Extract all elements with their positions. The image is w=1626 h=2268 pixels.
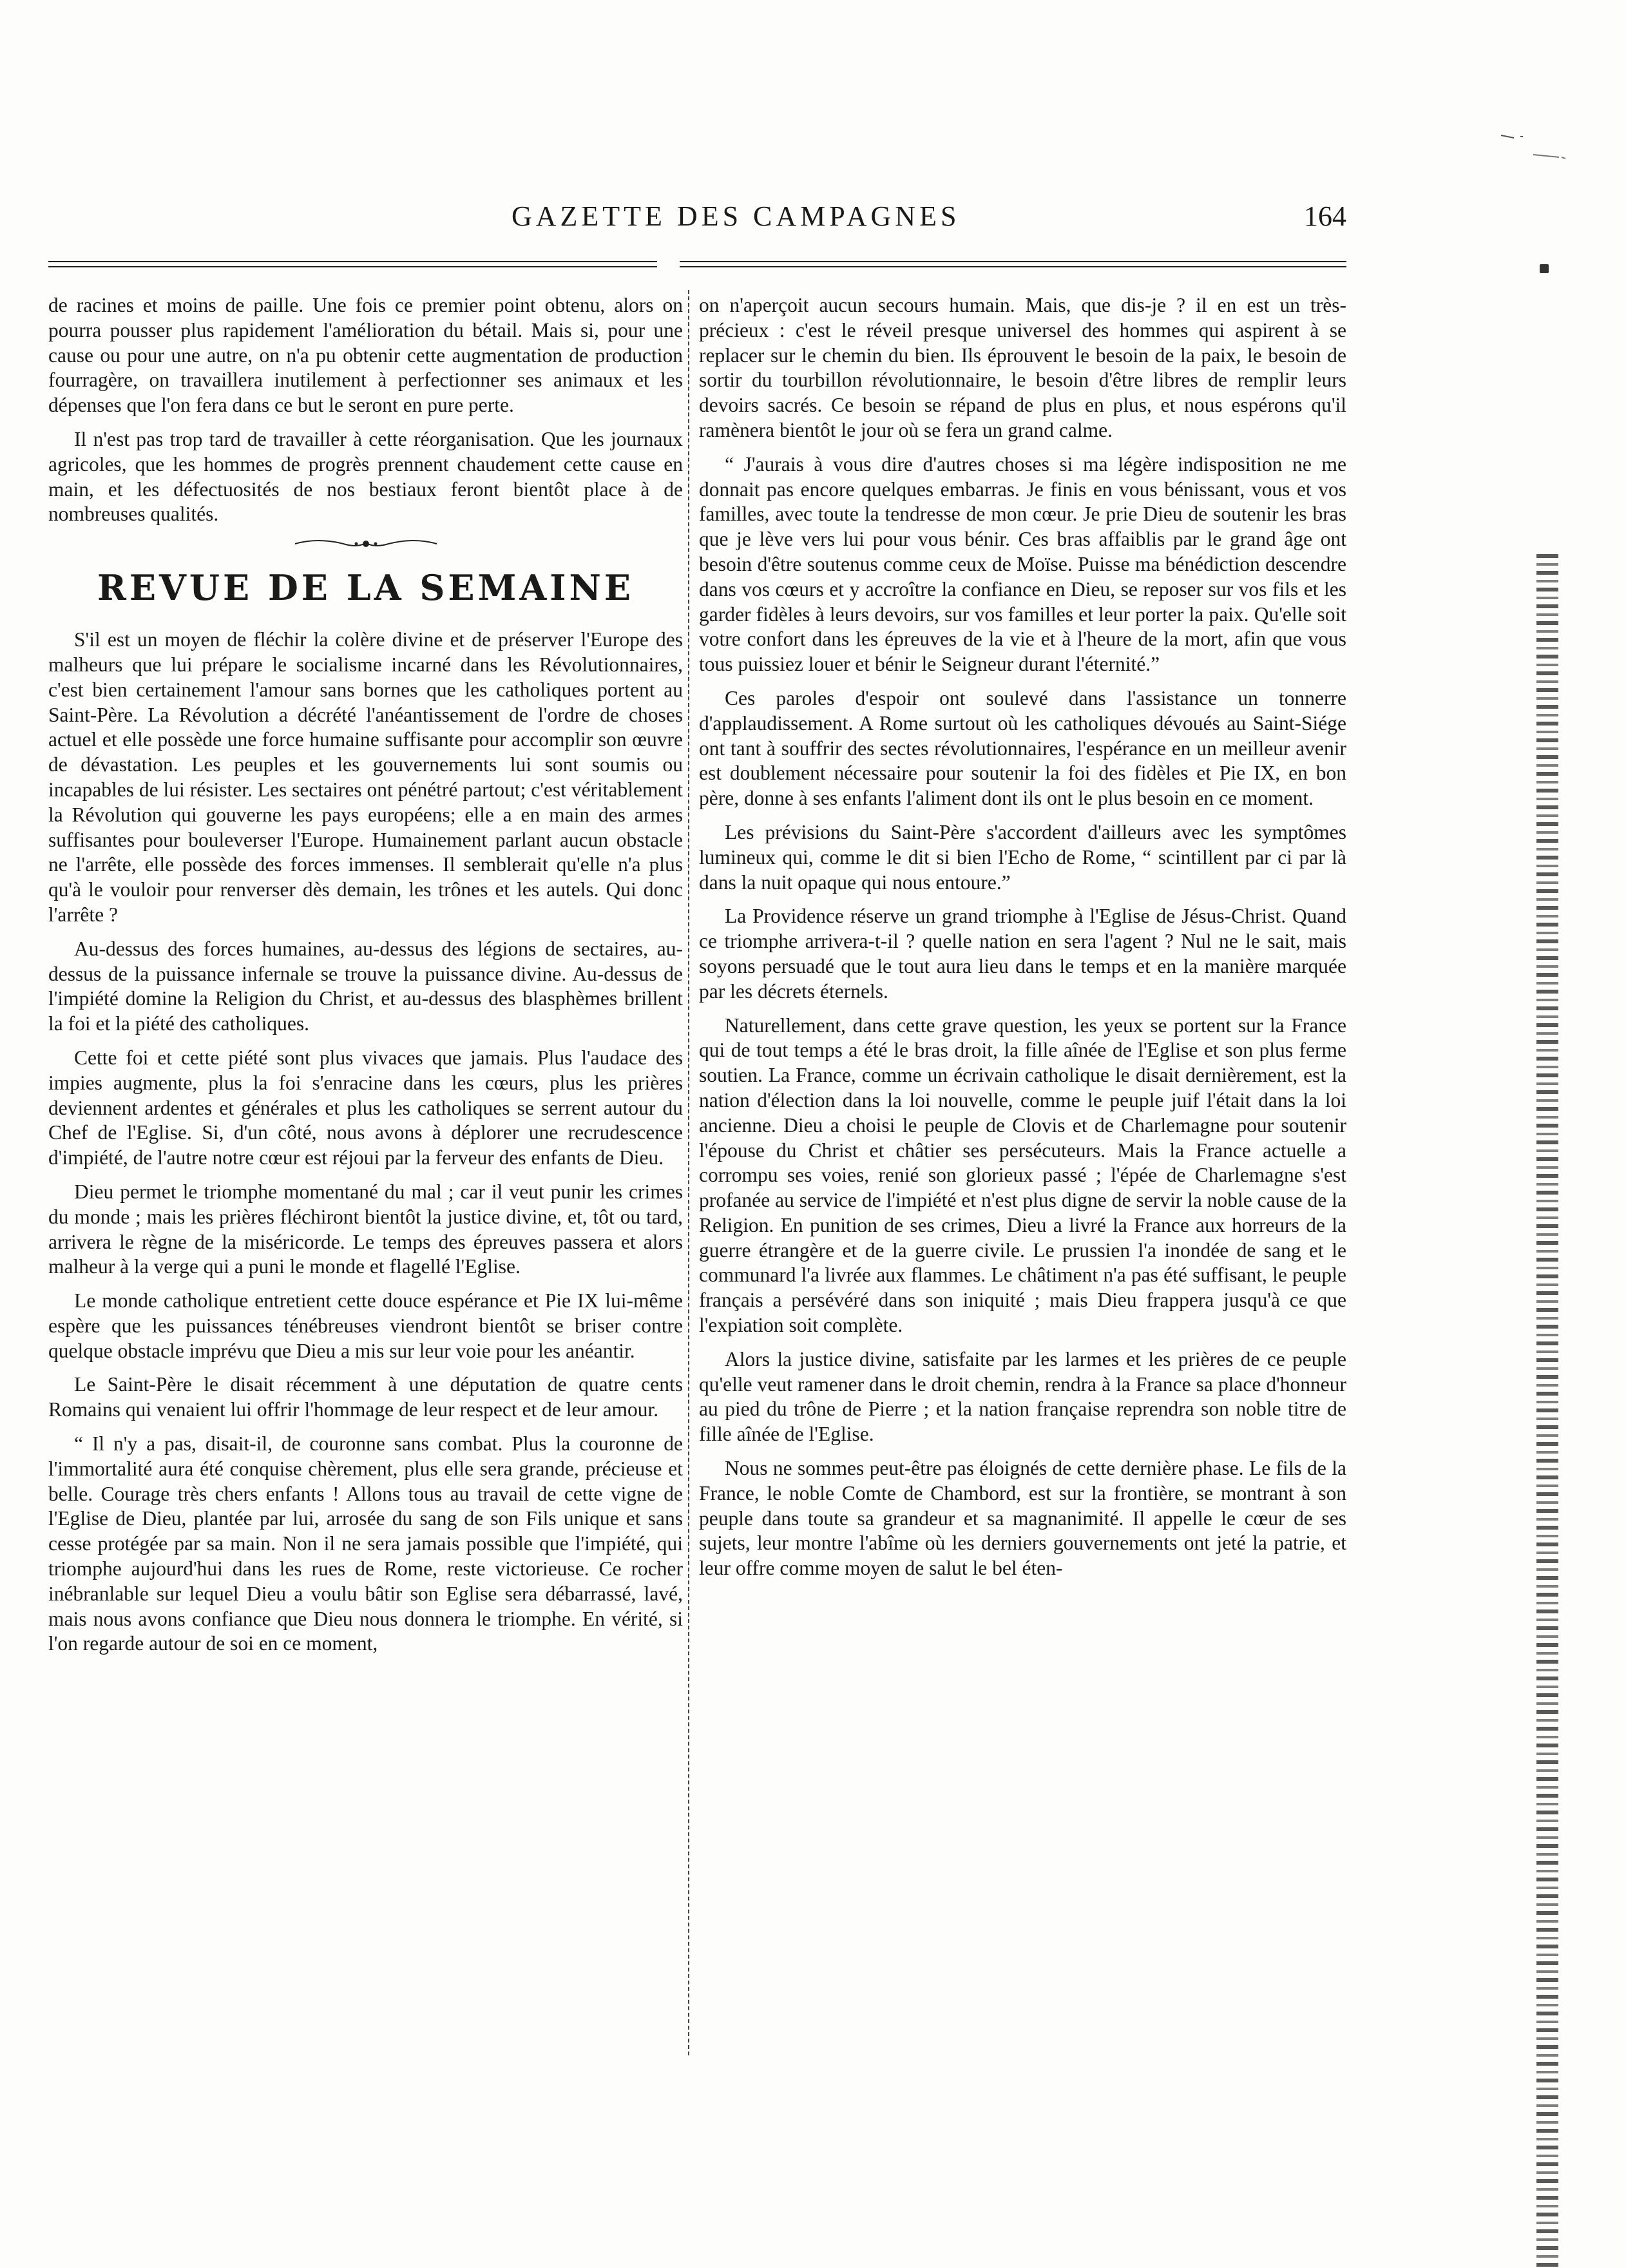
article-paragraph: “ J'aurais à vous dire d'autres choses si ma légère indisposition ne me donnait pas encore quelques embarras. Je finis en vous bénissant, vous et vos familles, avec toute la tendresse de mon cœur. Je prie Dieu de soutenir les bras que je lève vers lui pour vous bénir. Ces bras affaiblis par le grand âge ont besoin d'être soutenus comme ceux de Moïse. Puisse ma bénédiction descendre dans vos cœurs et y accroître la confiance en Dieu, se reposer sur vos fils et les garder fidèles à leurs devoirs, sur vos familles et leur porter la paix. Qu'elle soit votre confort dans les épreuves de la vie et à l'heure de la mort, afin que vous tous puissiez louer et bénir le Seigneur durant l'éternité.” (699, 452, 1346, 676)
left-column (48, 293, 683, 1666)
page-number: 164 (1304, 200, 1346, 232)
article-paragraph: Il n'est pas trop tard de travailler à cette réorganisation. Que les journaux agricoles, que les hommes de progrès prennent chaudement cette cause en main, et les défectuosités de nos bestiaux feront bientôt place à de nombreuses qualités. (48, 427, 683, 526)
newspaper-title: GAZETTE DES CAMPAGNES (512, 200, 961, 232)
right-column (699, 293, 1346, 1590)
article-paragraph: on n'aperçoit aucun secours humain. Mais, que dis-je ? il en est un très-précieux : c'est le réveil presque universel des hommes qui aspirent à se replacer sur le chemin du bien. Ils éprouvent le besoin de la paix, le besoin de sortir du tourbillon révolutionnaire, le besoin d'être libres de remplir leurs devoirs sacrés. Ce besoin se répand de plus en plus, et nous espérons qu'il ramènera bientôt le jour où se fera un grand calme. (699, 294, 1346, 441)
article-paragraph: Les prévisions du Saint-Père s'accordent d'ailleurs avec les symptômes lumineux qui, comme le dit si bien l'Echo de Rome, “ scintillent par ci par là dans la nuit opaque qui nous entoure.” (699, 820, 1346, 894)
article-paragraph: Ces paroles d'espoir ont soulevé dans l'assistance un tonnerre d'applaudissement. A Rome surtout où les catholiques dévoués au Saint-Siége ont tant à souffrir des sectes révolutionnaires, l'espérance en un meilleur avenir est doublement nécessaire pour soutenir la foi des fidèles et Pie IX, en bon père, donne à ses enfants l'aliment dont ils ont le plus besoin en ce moment. (699, 686, 1346, 810)
margin-mark (1540, 264, 1549, 273)
article-paragraph: La Providence réserve un grand triomphe à l'Eglise de Jésus-Christ. Quand ce triomphe arrivera-t-il ? quelle nation en sera l'agent ? Nul ne le sait, mais soyons persuadé que le tout aura lieu dans le temps et en la manière marquée par les décrets éternels. (699, 905, 1346, 1003)
header-rule-right (680, 261, 1346, 267)
article-paragraph: Dieu permet le triomphe momentané du mal ; car il veut punir les crimes du monde ; mais les prières fléchiront bientôt la justice divine, et, tôt ou tard, arrivera le règne de la miséricorde. Le temps des épreuves passera et alors malheur à la verge qui a puni le monde et flagellé l'Eglise. (48, 1180, 683, 1278)
scan-noise-marks (1495, 129, 1572, 168)
article-paragraph: Naturellement, dans cette grave question, les yeux se portent sur la France qui de tout temps a été le bras droit, la fille aînée de l'Eglise et son plus ferme soutien. La France, comme un écrivain catholique le disait dernièrement, est la nation d'élection dans la loi nouvelle, comme le peuple juif l'était dans la loi ancienne. Dieu a choisi le peuple de Clovis et de Charlemagne pour soutenir l'épouse du Christ et châtier ses persécuteurs. Mais la France actuelle a corrompu ses voies, renié son glorieux passé ; l'épée de Charlemagne s'est profanée au service de l'impiété et n'est plus digne de servir la noble cause de la Religion. En punition de ses crimes, Dieu a livré la France aux horreurs de la guerre étrangère et de la guerre civile. Le prussien l'a inondée de sang et le communard l'a livrée aux flammes. Le châtiment n'a pas été suffisant, le peuple français a persévéré dans son iniquité ; mais Dieu frappera jusqu'à ce que l'expiation soit complète. (699, 1014, 1346, 1337)
article-paragraph: Le monde catholique entretient cette douce espérance et Pie IX lui-même espère que les puissances ténébreuses viendront bientôt se briser contre quelque obstacle imprévu que Dieu a mis sur leur voie pour les anéantir. (48, 1289, 683, 1362)
article-paragraph: Au-dessus des forces humaines, au-dessus des légions de sectaires, au-dessus de la puissance infernale se trouve la puissance divine. Au-dessus de l'impiété domine la Religion du Christ, et au-dessus des blasphèmes brillent la foi et la piété des catholiques. (48, 937, 683, 1035)
article-paragraph: Nous ne sommes peut-être pas éloignés de cette dernière phase. Le fils de la France, le noble Comte de Chambord, est sur la frontière, se montrant à son peuple dans toute sa grandeur et sa magnanimité. Il appelle le cœur de ses sujets, leur montre l'abîme où les derniers gouvernements ont jeté la patrie, et leur offre comme moyen de salut le bel éten- (699, 1457, 1346, 1580)
article-paragraph: Alors la justice divine, satisfaite par les larmes et les prières de ce peuple qu'elle veut ramener dans le droit chemin, rendra à la France sa place d'honneur au pied du trône de Pierre ; et la nation française reprendra son noble titre de fille aînée de l'Eglise. (699, 1347, 1346, 1446)
article-paragraph: Cette foi et cette piété sont plus vivaces que jamais. Plus l'audace des impies augmente, plus la foi s'enracine dans les cœurs, plus les prières deviennent ardentes et générales et plus les catholiques se serrent autour du Chef de l'Eglise. Si, d'un côté, nous avons à déplorer une recrudescence d'impiété, de l'autre notre cœur est réjoui par la ferveur des enfants de Dieu. (48, 1046, 683, 1169)
article-paragraph: de racines et moins de paille. Une fois ce premier point obtenu, alors on pourra pousser plus rapidement l'amélioration du bétail. Mais si, pour une cause ou pour une autre, on n'a pu obtenir cette augmentation de production fourragère, on travaillera inutilement à perfectionner ses animaux et les dépenses que l'on fera dans ce but le seront en pure perte. (48, 294, 683, 417)
section-ornament (48, 536, 683, 554)
column-divider (688, 290, 689, 2055)
article-paragraph: S'il est un moyen de fléchir la colère divine et de préserver l'Europe des malheurs que lui prépare le socialisme incarné dans les Révolutionnaires, c'est bien certainement l'amour sans bornes que les catholiques portent au Saint-Père. La Révolution a décrété l'anéantissement de l'ordre de choses actuel et elle possède une force humaine suffisante pour accomplir son œuvre de dévastation. Les peuples et les gouvernements lui sont soumis ou incapables de lui résister. Les sectaires ont pénétré partout; c'est véritablement la Révolution qui gouverne les pays européens; elle a en main des armes suffisantes pour bouleverser l'Europe. Humainement parlant aucun obstacle ne l'arrête, elle possède des forces immenses. Il semblerait qu'elle n'a plus qu'à le vouloir pour renverser dès demain, les trônes et les autels. Qui donc l'arrête ? (48, 628, 683, 926)
section-title: REVUE DE LA SEMAINE (97, 567, 635, 609)
article-paragraph: Le Saint-Père le disait récemment à une députation de quatre cents Romains qui venaient lui offrir l'hommage de leur respect et de leur amour. (48, 1373, 683, 1421)
article-paragraph: “ Il n'y a pas, disait-il, de couronne sans combat. Plus la couronne de l'immortalité aura été conquise chèrement, plus elle sera grande, précieuse et belle. Courage très chers enfants ! Allons tous au travail de cette vigne de l'Eglise de Dieu, plantée par lui, arrosée du sang de son Fils unique et sans cesse protégée par sa main. Non il ne sera jamais possible que l'impiété, qui triomphe aujourd'hui dans les rues de Rome, reste victorieuse. Ce rocher inébranlable sur lequel Dieu a voulu bâtir son Eglise sera débarrassé, lavé, mais nous avons confiance que Dieu nous donnera le triomphe. En vérité, si l'on regarde autour de soi en ce moment, (48, 1432, 683, 1655)
bleed-through-strip (1536, 554, 1558, 2268)
header-rule-left (48, 261, 657, 267)
